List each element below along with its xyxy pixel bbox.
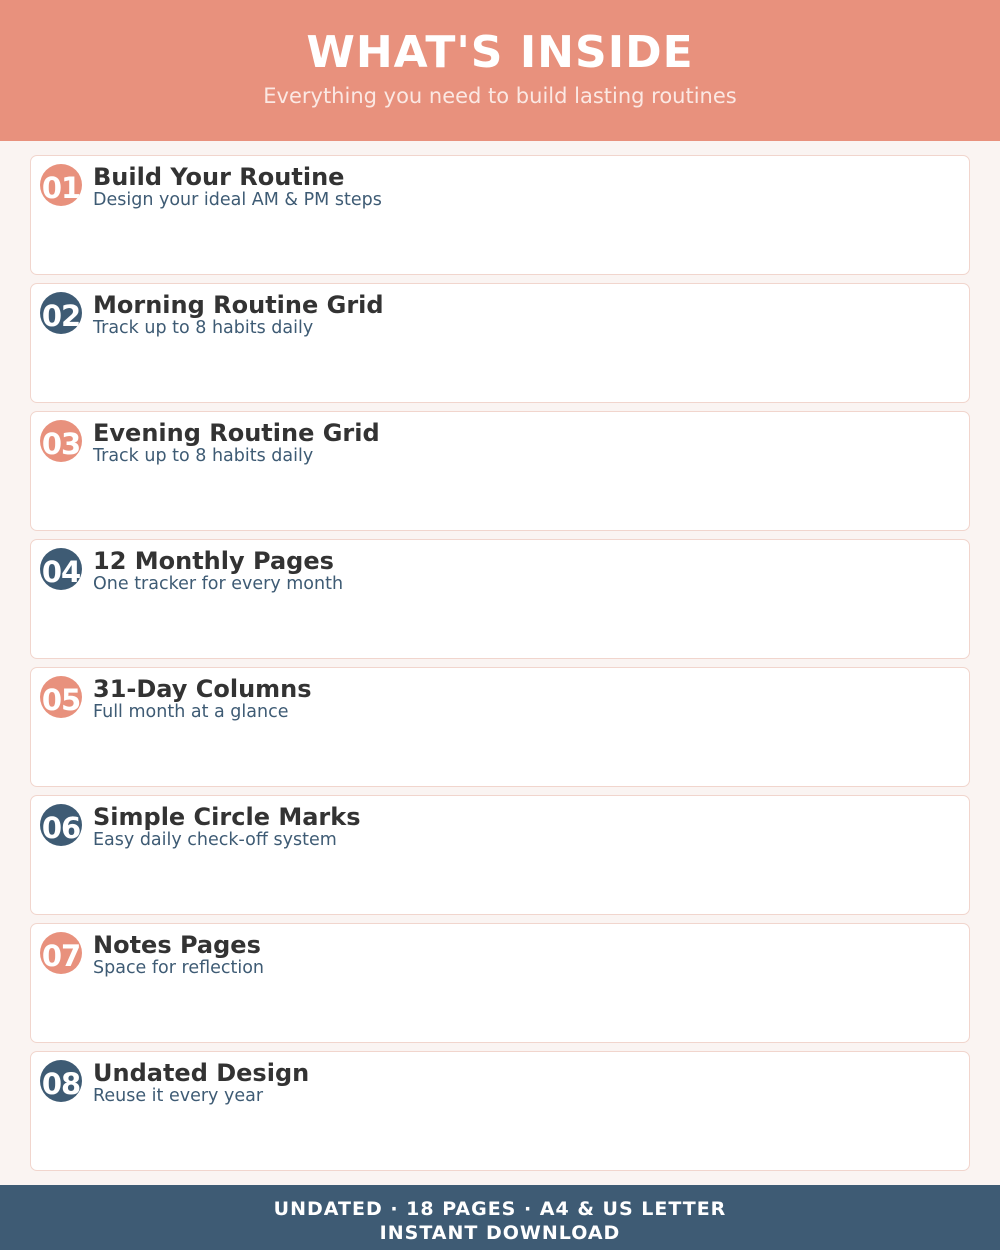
item-description: Design your ideal AM & PM steps <box>93 190 382 210</box>
item-description: Reuse it every year <box>93 1086 264 1106</box>
header-banner <box>0 0 1000 141</box>
number-badge: 04 <box>40 548 82 590</box>
number-badge: 08 <box>40 1060 82 1102</box>
item-description: Full month at a glance <box>93 702 289 722</box>
list-item <box>30 411 970 531</box>
list-item <box>30 283 970 403</box>
item-description: Track up to 8 habits daily <box>93 446 314 466</box>
item-description: One tracker for every month <box>93 574 344 594</box>
list-item <box>30 1051 970 1171</box>
list-item <box>30 795 970 915</box>
number-badge: 03 <box>40 420 82 462</box>
item-description: Space for reflection <box>93 958 265 978</box>
item-title: 31-Day Columns <box>93 675 312 703</box>
page-title: WHAT'S INSIDE <box>306 27 694 78</box>
number-badge: 01 <box>40 164 82 206</box>
footer-download-note: INSTANT DOWNLOAD <box>379 1222 621 1244</box>
page-subtitle: Everything you need to build lasting routines <box>263 84 737 108</box>
list-item <box>30 155 970 275</box>
list-item <box>30 539 970 659</box>
item-title: Simple Circle Marks <box>93 803 361 831</box>
number-badge: 02 <box>40 292 82 334</box>
list-item <box>30 667 970 787</box>
item-title: 12 Monthly Pages <box>93 547 334 575</box>
item-description: Track up to 8 habits daily <box>93 318 314 338</box>
number-badge: 05 <box>40 676 82 718</box>
footer-banner <box>0 1185 1000 1250</box>
item-title: Build Your Routine <box>93 163 345 191</box>
item-title: Notes Pages <box>93 931 261 959</box>
number-badge: 06 <box>40 804 82 846</box>
item-title: Morning Routine Grid <box>93 291 384 319</box>
item-title: Evening Routine Grid <box>93 419 380 447</box>
item-title: Undated Design <box>93 1059 310 1087</box>
list-item <box>30 923 970 1043</box>
number-badge: 07 <box>40 932 82 974</box>
contents-list <box>30 155 970 1179</box>
footer-specs: UNDATED · 18 PAGES · A4 & US LETTER <box>273 1198 727 1220</box>
item-description: Easy daily check-off system <box>93 830 337 850</box>
